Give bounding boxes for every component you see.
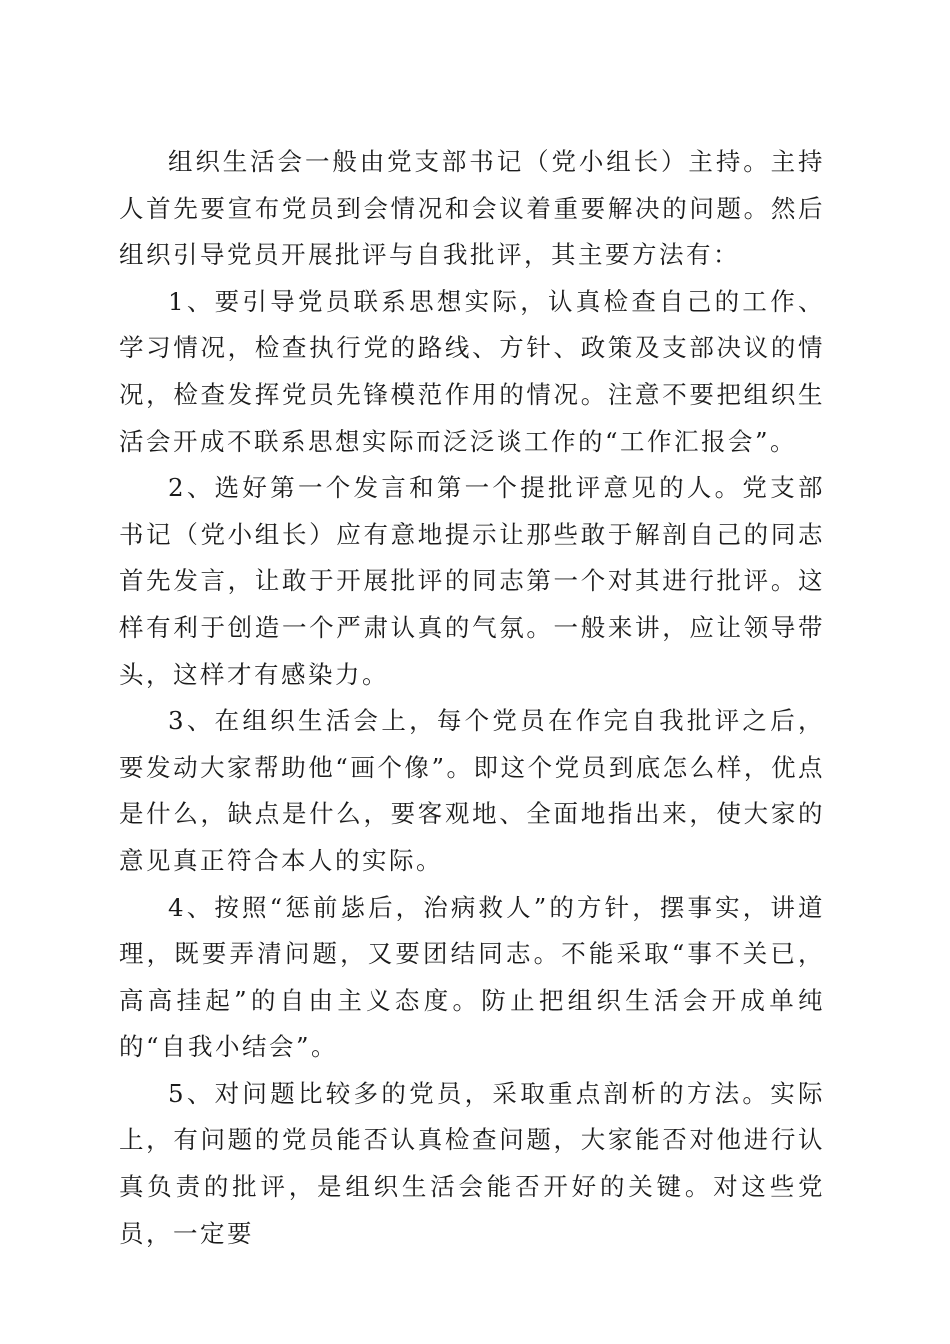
paragraph-method-3: 3、在组织生活会上，每个党员在作完自我批评之后，要发动大家帮助他“画个像”。即这个党员到底怎么样，优点是什么，缺点是什么，要客观地、全面地指出来，使大家的意见真正符合本人的实际。 — [119, 706, 825, 875]
paragraph-method-5: 5、对问题比较多的党员，采取重点剖析的方法。实际上，有问题的党员能否认真检查问题，大家能否对他进行认真负责的批评，是组织生活会能否开好的关键。对这些党员，一定要 — [119, 1078, 825, 1248]
document-body — [119, 139, 825, 1257]
paragraph-method-2: 2、选好第一个发言和第一个提批评意见的人。党支部书记（党小组长）应有意地提示让那些敢于解剖自己的同志首先发言，让敢于开展批评的同志第一个对其进行批评。这样有利于创造一个严肃认真的气氛。一般来讲，应让领导带头，这样才有感染力。 — [119, 473, 825, 689]
paragraph-intro: 组织生活会一般由党支部书记（党小组长）主持。主持人首先要宣布党员到会情况和会议着重要解决的问题。然后组织引导党员开展批评与自我批评，其主要方法有： — [119, 147, 825, 270]
paragraph-method-4: 4、按照“惩前毖后，治病救人”的方针，摆事实，讲道理，既要弄清问题，又要团结同志。不能采取“事不关已，高高挂起”的自由主义态度。防止把组织生活会开成单纯的“自我小结会”。 — [119, 892, 825, 1062]
paragraph-method-1: 1、要引导党员联系思想实际，认真检查自己的工作、学习情况，检查执行党的路线、方针、政策及支部决议的情况，检查发挥党员先锋模范作用的情况。注意不要把组织生活会开成不联系思想实际而泛泛谈工作的“工作汇报会”。 — [119, 286, 825, 456]
